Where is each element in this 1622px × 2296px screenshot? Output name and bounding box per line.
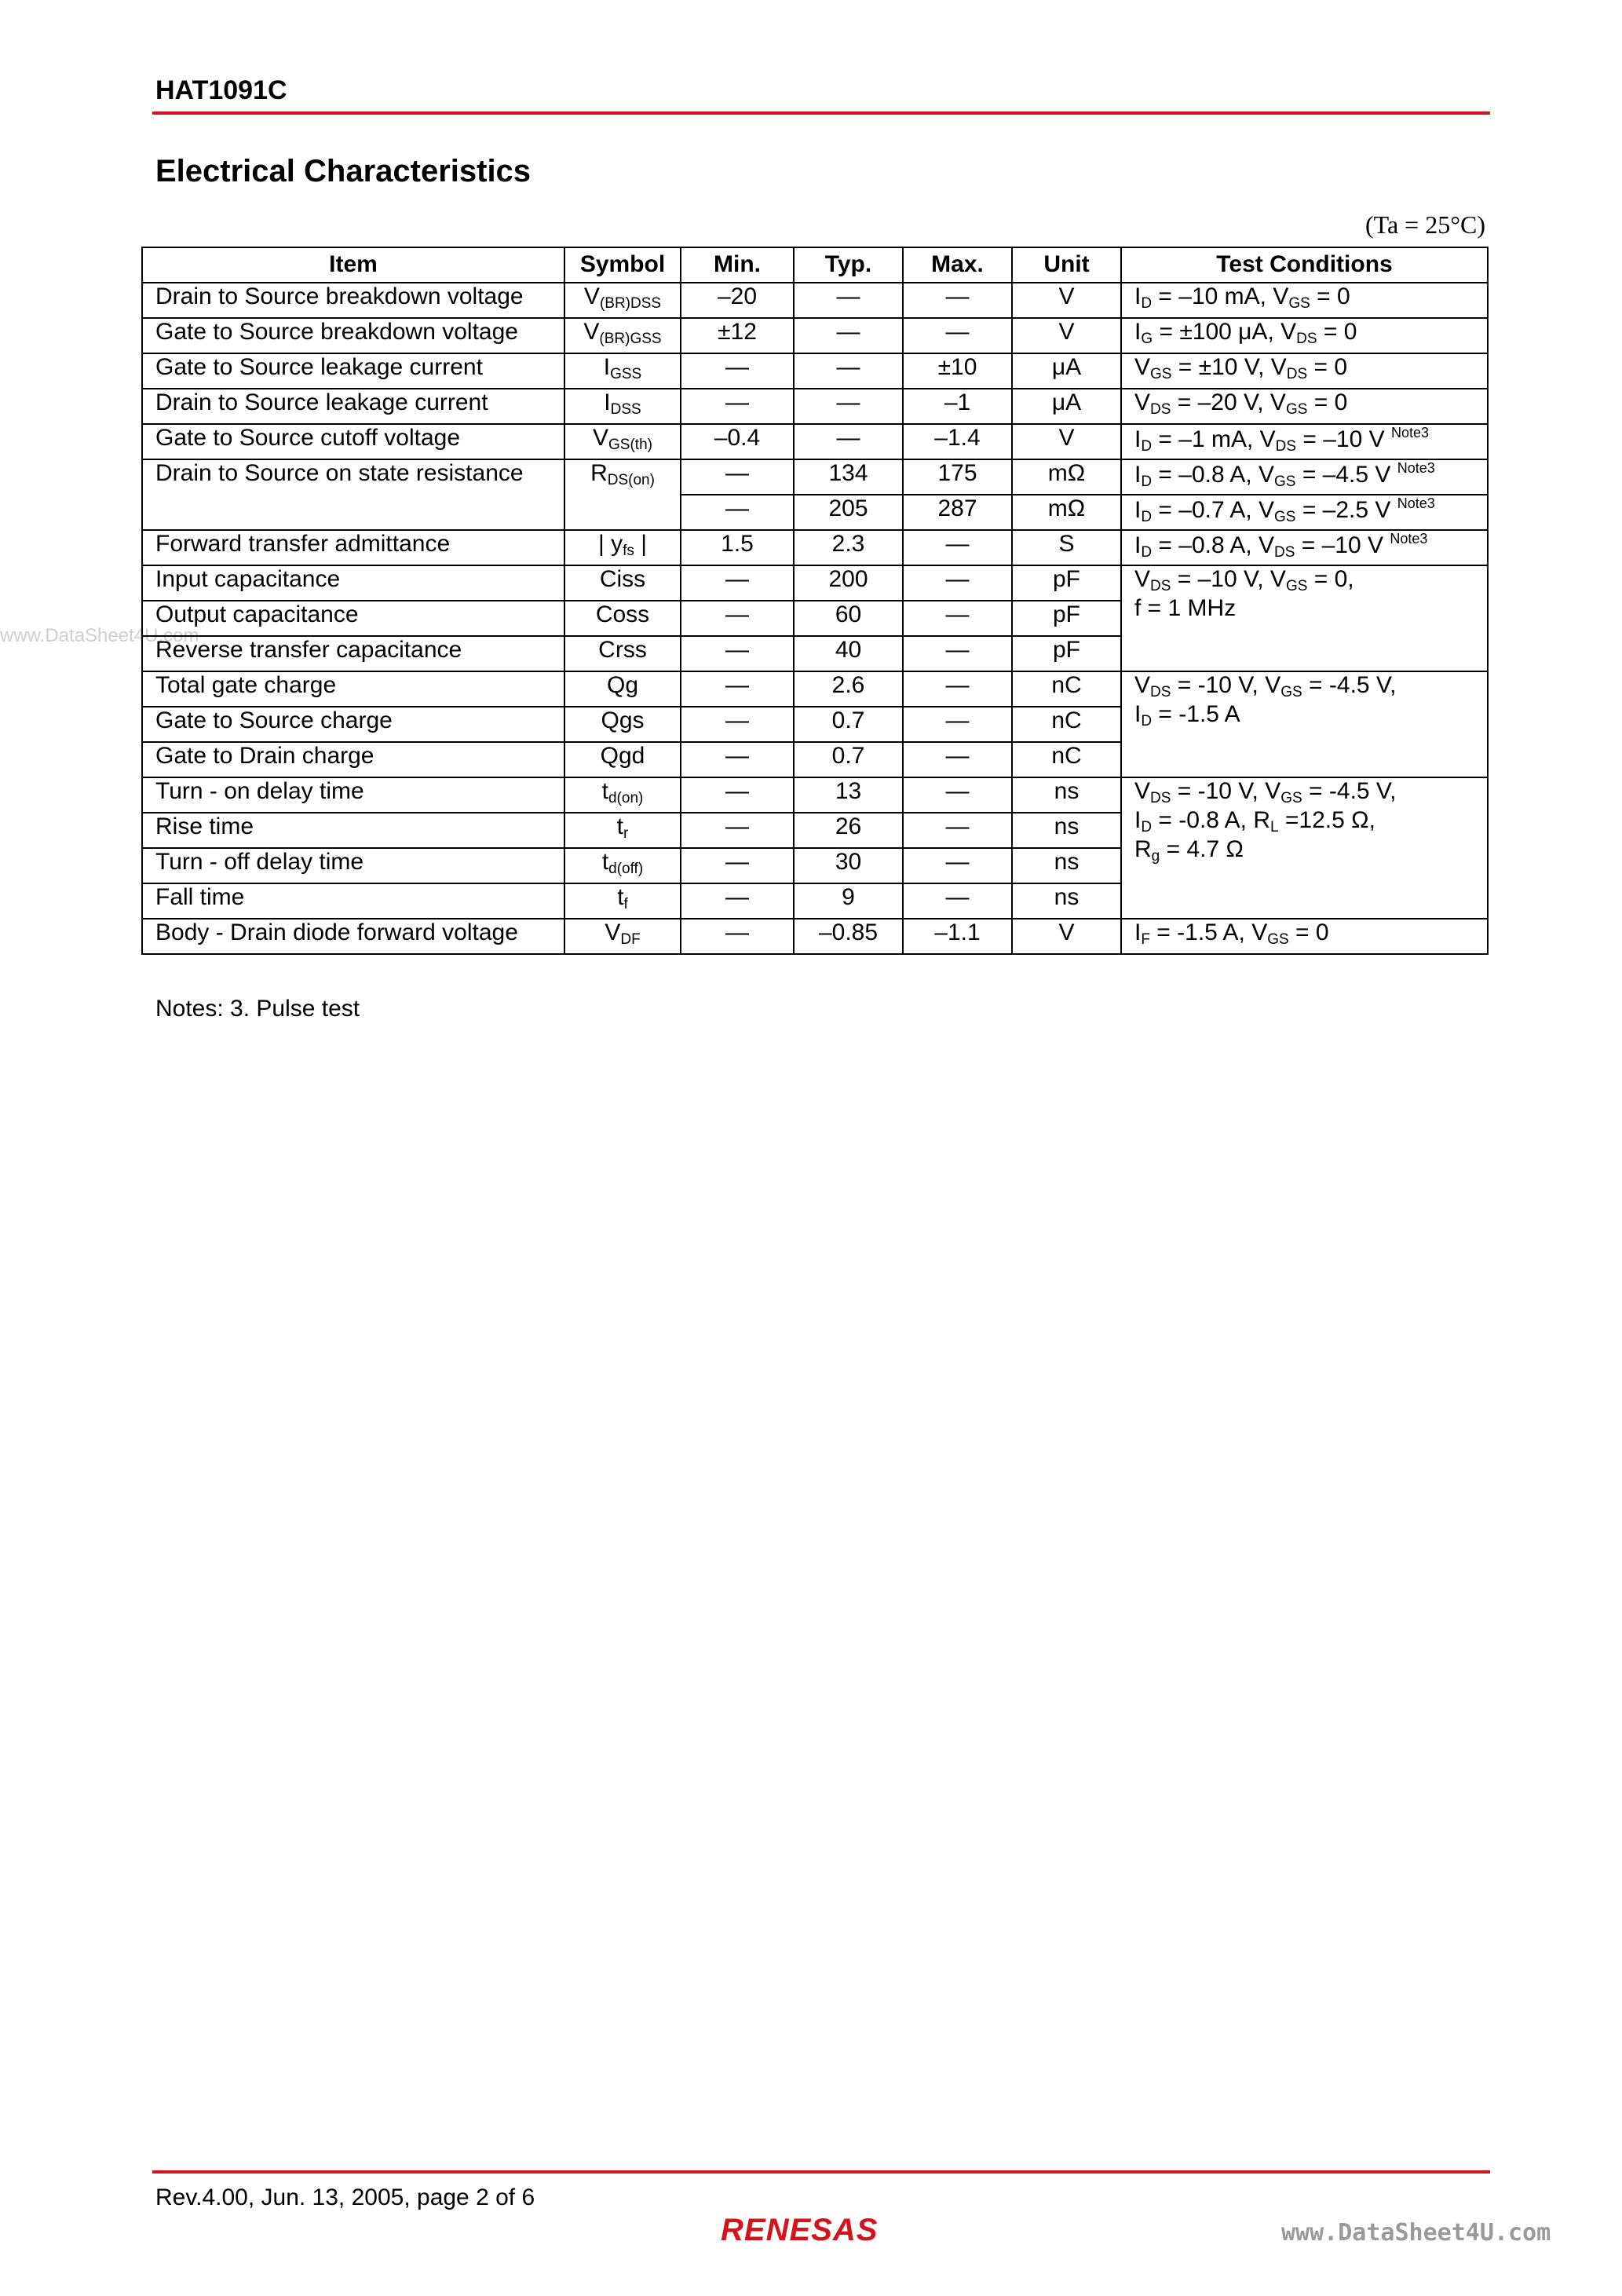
test-condition-cell: $I_D = -10$ mA, $V_{GS} = 0$: [1121, 283, 1488, 318]
unit-cell: μA: [1012, 389, 1121, 424]
unit-cell: V: [1012, 283, 1121, 318]
symbol-cell: Qg: [564, 671, 681, 707]
unit-cell: nC: [1012, 742, 1121, 777]
test-condition-cell: $I_G = \pm 100$ μA, $V_{DS} = 0$: [1121, 318, 1488, 353]
item-cell: Reverse transfer capacitance: [142, 636, 564, 671]
header-item: Item: [142, 247, 564, 283]
table-row: [142, 530, 1488, 565]
symbol-cell: $t_r$: [564, 813, 681, 848]
table-row: [142, 671, 1488, 707]
max-cell: —: [903, 283, 1012, 318]
max-cell: –1.4: [903, 424, 1012, 459]
table-row: [142, 424, 1488, 459]
symbol-cell: $V_{(BR)GSS}$: [564, 318, 681, 353]
typ-cell: —: [794, 353, 903, 389]
symbol-cell: $t_f$: [564, 883, 681, 919]
table-row: [142, 919, 1488, 954]
symbol-cell: | $y_{fs}$ |: [564, 530, 681, 565]
typ-cell: –0.85: [794, 919, 903, 954]
min-cell: —: [681, 565, 794, 601]
part-number: HAT1091C: [155, 75, 287, 105]
typ-cell: 0.7: [794, 742, 903, 777]
max-cell: 287: [903, 495, 1012, 530]
item-cell: Gate to Source charge: [142, 707, 564, 742]
min-cell: —: [681, 389, 794, 424]
test-condition-cell: $V_{DS} = -10$ V, $V_{GS} = -4.5$ V, $I_D = -0.8$ A, $R_L =12.5$ Ω, $R_g = 4.7$ Ω: [1121, 777, 1488, 919]
min-cell: –20: [681, 283, 794, 318]
max-cell: —: [903, 565, 1012, 601]
max-cell: 175: [903, 459, 1012, 495]
typ-cell: —: [794, 283, 903, 318]
unit-cell: mΩ: [1012, 495, 1121, 530]
min-cell: 1.5: [681, 530, 794, 565]
item-cell: Rise time: [142, 813, 564, 848]
notes-text: Notes: 3. Pulse test: [155, 996, 360, 1022]
max-cell: —: [903, 777, 1012, 813]
header-max: Max.: [903, 247, 1012, 283]
table-row: [142, 565, 1488, 601]
typ-cell: 205: [794, 495, 903, 530]
table-row: [142, 318, 1488, 353]
typ-cell: 40: [794, 636, 903, 671]
unit-cell: mΩ: [1012, 459, 1121, 495]
max-cell: —: [903, 601, 1012, 636]
symbol-cell: $R_{DS(on)}$: [564, 459, 681, 530]
item-cell: Drain to Source breakdown voltage: [142, 283, 564, 318]
header-test-conditions: Test Conditions: [1121, 247, 1488, 283]
symbol-cell: $I_{DSS}$: [564, 389, 681, 424]
min-cell: —: [681, 777, 794, 813]
min-cell: —: [681, 636, 794, 671]
min-cell: –0.4: [681, 424, 794, 459]
max-cell: —: [903, 742, 1012, 777]
header-typ: Typ.: [794, 247, 903, 283]
item-cell: Drain to Source leakage current: [142, 389, 564, 424]
item-cell: Input capacitance: [142, 565, 564, 601]
electrical-characteristics-table: [141, 247, 1489, 955]
test-condition-cell: $V_{DS} = -10$ V, $V_{GS} = 0$, f = 1 MHz: [1121, 565, 1488, 671]
item-cell: Forward transfer admittance: [142, 530, 564, 565]
symbol-cell: Qgs: [564, 707, 681, 742]
symbol-cell: Crss: [564, 636, 681, 671]
max-cell: —: [903, 318, 1012, 353]
renesas-logo: RENESAS: [721, 2213, 879, 2247]
symbol-cell: Ciss: [564, 565, 681, 601]
max-cell: —: [903, 671, 1012, 707]
item-cell: Output capacitance: [142, 601, 564, 636]
item-cell: Turn - off delay time: [142, 848, 564, 883]
item-cell: Total gate charge: [142, 671, 564, 707]
unit-cell: pF: [1012, 565, 1121, 601]
unit-cell: V: [1012, 318, 1121, 353]
table-header-row: [142, 247, 1488, 283]
symbol-cell: $t_{d(on)}$: [564, 777, 681, 813]
unit-cell: S: [1012, 530, 1121, 565]
test-condition-cell: $I_D = -0.8$ A, $V_{GS} = -4.5$ V $^{Note3}$: [1121, 459, 1488, 495]
min-cell: —: [681, 601, 794, 636]
item-cell: Gate to Drain charge: [142, 742, 564, 777]
unit-cell: pF: [1012, 601, 1121, 636]
min-cell: —: [681, 742, 794, 777]
min-cell: —: [681, 459, 794, 495]
typ-cell: 26: [794, 813, 903, 848]
min-cell: —: [681, 813, 794, 848]
test-condition-cell: $I_D = -0.7$ A, $V_{GS} = -2.5$ V $^{Note3}$: [1121, 495, 1488, 530]
symbol-cell: Qgd: [564, 742, 681, 777]
max-cell: —: [903, 530, 1012, 565]
header-rule: [152, 112, 1490, 115]
item-cell: Turn - on delay time: [142, 777, 564, 813]
header-symbol: Symbol: [564, 247, 681, 283]
typ-cell: 2.6: [794, 671, 903, 707]
unit-cell: nC: [1012, 671, 1121, 707]
min-cell: ±12: [681, 318, 794, 353]
max-cell: —: [903, 636, 1012, 671]
typ-cell: 13: [794, 777, 903, 813]
typ-cell: 0.7: [794, 707, 903, 742]
min-cell: —: [681, 353, 794, 389]
table-row: [142, 777, 1488, 813]
typ-cell: —: [794, 424, 903, 459]
unit-cell: pF: [1012, 636, 1121, 671]
test-condition-cell: $I_D = -0.8$ A, $V_{DS} = -10$ V $^{Note3}$: [1121, 530, 1488, 565]
item-cell: Gate to Source cutoff voltage: [142, 424, 564, 459]
test-condition-cell: $I_F = -1.5$ A, $V_{GS} = 0$: [1121, 919, 1488, 954]
item-cell: Gate to Source breakdown voltage: [142, 318, 564, 353]
max-cell: –1: [903, 389, 1012, 424]
min-cell: —: [681, 671, 794, 707]
symbol-cell: $I_{GSS}$: [564, 353, 681, 389]
header-min: Min.: [681, 247, 794, 283]
max-cell: –1.1: [903, 919, 1012, 954]
typ-cell: 9: [794, 883, 903, 919]
table-row: [142, 353, 1488, 389]
max-cell: —: [903, 848, 1012, 883]
table-row: [142, 283, 1488, 318]
min-cell: —: [681, 883, 794, 919]
max-cell: —: [903, 813, 1012, 848]
section-title: Electrical Characteristics: [155, 154, 532, 188]
test-condition-cell: $V_{DS} = -10$ V, $V_{GS} = -4.5$ V, $I_D = -1.5$ A: [1121, 671, 1488, 777]
min-cell: —: [681, 707, 794, 742]
unit-cell: V: [1012, 424, 1121, 459]
revision-text: Rev.4.00, Jun. 13, 2005, page 2 of 6: [155, 2184, 535, 2210]
typ-cell: —: [794, 318, 903, 353]
item-cell: Fall time: [142, 883, 564, 919]
test-condition-cell: $I_D = -1$ mA, $V_{DS} = -10$ V $^{Note3}$: [1121, 424, 1488, 459]
table-row: [142, 389, 1488, 424]
header-unit: Unit: [1012, 247, 1121, 283]
test-condition-cell: $V_{GS} = \pm 10$ V, $V_{DS} = 0$: [1121, 353, 1488, 389]
unit-cell: ns: [1012, 777, 1121, 813]
item-cell: Gate to Source leakage current: [142, 353, 564, 389]
table-row: [142, 459, 1488, 495]
typ-cell: 134: [794, 459, 903, 495]
unit-cell: V: [1012, 919, 1121, 954]
min-cell: —: [681, 495, 794, 530]
unit-cell: μA: [1012, 353, 1121, 389]
unit-cell: nC: [1012, 707, 1121, 742]
symbol-cell: $V_{(BR)DSS}$: [564, 283, 681, 318]
watermark-url: www.DataSheet4U.com: [1281, 2219, 1551, 2247]
unit-cell: ns: [1012, 883, 1121, 919]
symbol-cell: $V_{DF}$: [564, 919, 681, 954]
typ-cell: 60: [794, 601, 903, 636]
footer-rule: [152, 2170, 1490, 2174]
min-cell: —: [681, 848, 794, 883]
max-cell: —: [903, 707, 1012, 742]
typ-cell: 200: [794, 565, 903, 601]
symbol-cell: $V_{GS(th)}$: [564, 424, 681, 459]
max-cell: —: [903, 883, 1012, 919]
watermark-left: www.DataSheet4U.com: [0, 625, 199, 646]
item-cell: Body - Drain diode forward voltage: [142, 919, 564, 954]
symbol-cell: Coss: [564, 601, 681, 636]
symbol-cell: $t_{d(off)}$: [564, 848, 681, 883]
min-cell: —: [681, 919, 794, 954]
unit-cell: ns: [1012, 848, 1121, 883]
typ-cell: —: [794, 389, 903, 424]
unit-cell: ns: [1012, 813, 1121, 848]
typ-cell: 2.3: [794, 530, 903, 565]
typ-cell: 30: [794, 848, 903, 883]
test-condition-cell: $V_{DS} = -20$ V, $V_{GS} = 0$: [1121, 389, 1488, 424]
max-cell: ±10: [903, 353, 1012, 389]
item-cell: Drain to Source on state resistance: [142, 459, 564, 530]
ambient-temperature-note: (Ta = 25°C): [1364, 210, 1485, 239]
